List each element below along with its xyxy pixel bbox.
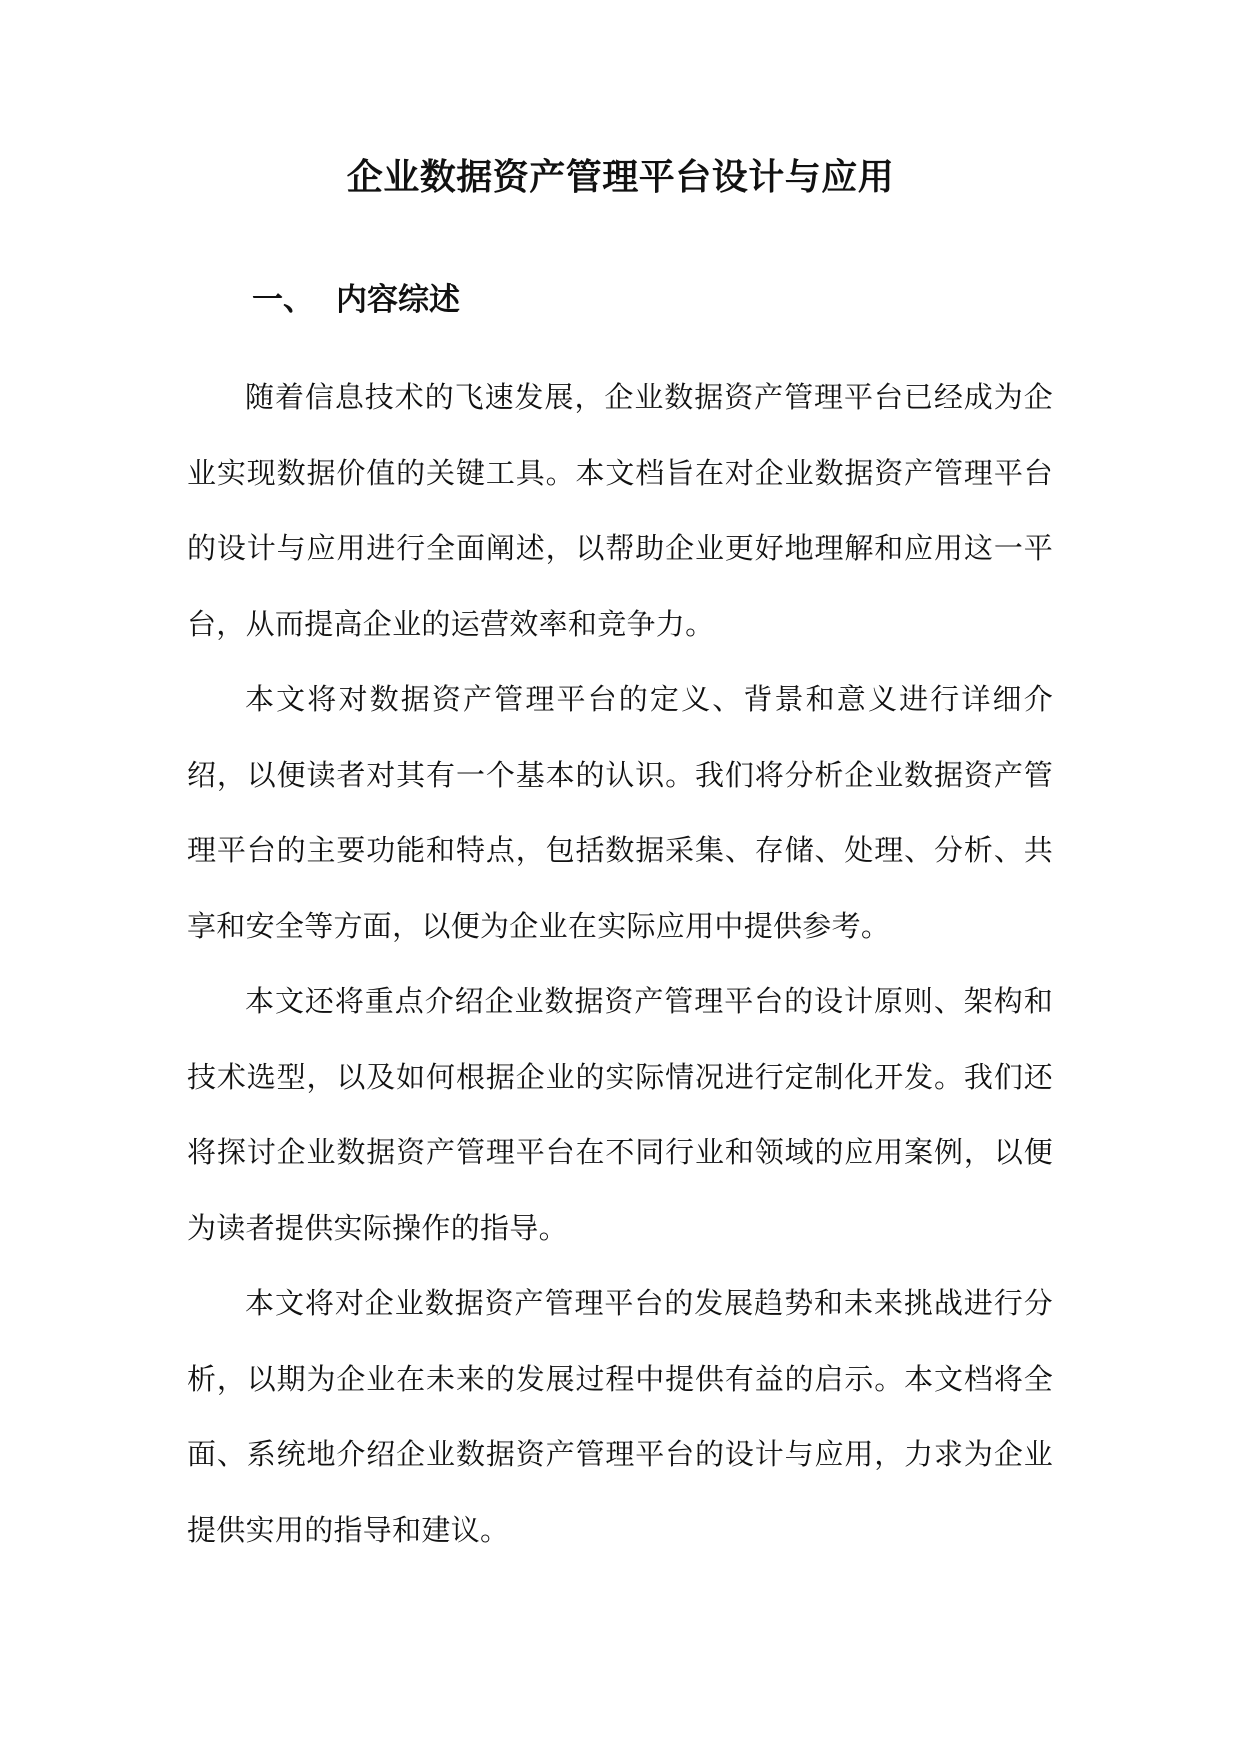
- paragraph-3: 本文还将重点介绍企业数据资产管理平台的设计原则、架构和技术选型，以及如何根据企业的实际情况进行定制化开发。我们还将探讨企业数据资产管理平台在不同行业和领域的应用案例，以便为读者提供实际操作的指导。: [187, 984, 1053, 1245]
- section-body: [187, 360, 1053, 1568]
- section-heading: [252, 274, 460, 326]
- paragraph-4: 本文将对企业数据资产管理平台的发展趋势和未来挑战进行分析，以期为企业在未来的发展过程中提供有益的启示。本文档将全面、系统地介绍企业数据资产管理平台的设计与应用，力求为企业提供实用的指导和建议。: [187, 1286, 1053, 1547]
- paragraph-1: 随着信息技术的飞速发展，企业数据资产管理平台已经成为企业实现数据价值的关键工具。本文档旨在对企业数据资产管理平台的设计与应用进行全面阐述，以帮助企业更好地理解和应用这一平台，从而提高企业的运营效率和竞争力。: [187, 380, 1053, 641]
- paragraph-2: 本文将对数据资产管理平台的定义、背景和意义进行详细介绍，以便读者对其有一个基本的认识。我们将分析企业数据资产管理平台的主要功能和特点，包括数据采集、存储、处理、分析、共享和安全等方面，以便为企业在实际应用中提供参考。: [187, 682, 1053, 943]
- section-title: 内容综述: [336, 282, 460, 318]
- section-number: 一、: [252, 282, 314, 318]
- document-title: 企业数据资产管理平台设计与应用: [346, 157, 895, 198]
